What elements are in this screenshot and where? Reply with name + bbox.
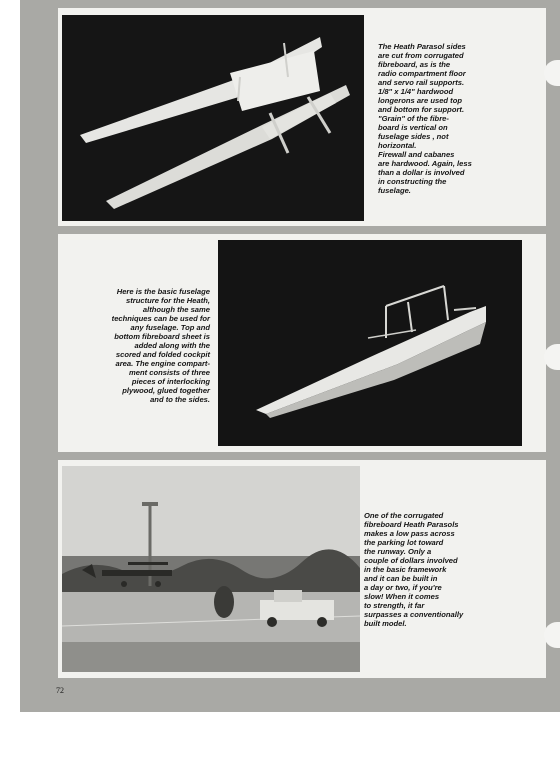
caption-line: slow! When it comes	[364, 592, 440, 601]
bottom-caption	[364, 511, 463, 628]
caption-line: plywood, glued together	[122, 386, 210, 395]
caption-line: 1/8" x 1/4" hardwood	[378, 87, 454, 96]
caption-line: fuselage.	[378, 186, 411, 195]
caption-line: and bottom for support.	[378, 105, 465, 114]
caption-line: any fuselage. Top and	[130, 323, 210, 332]
caption-line: fibreboard Heath Parasols	[364, 520, 459, 529]
caption-line: are hardwood. Again, less	[378, 159, 472, 168]
caption-line: are cut from corrugated	[378, 51, 464, 60]
low-pass-image	[62, 466, 360, 672]
caption-line: techniques can be used for	[111, 314, 210, 323]
page-number: 72	[56, 686, 64, 695]
binder-hole	[544, 622, 560, 648]
middle-caption	[112, 287, 210, 404]
caption-line: pieces of interlocking	[131, 377, 210, 386]
caption-line: to strength, it far	[364, 601, 425, 610]
caption-line: area. The engine compart-	[115, 359, 210, 368]
caption-line: built model.	[364, 619, 407, 628]
caption-line: ment consists of three	[128, 368, 210, 377]
caption-line: radio compartment floor	[378, 69, 466, 78]
caption-line: makes a low pass across	[364, 529, 455, 538]
caption-line: longerons are used top	[378, 96, 462, 105]
fuselage-sides-image	[62, 15, 364, 221]
caption-line: scored and folded cockpit	[115, 350, 210, 359]
caption-line: horizontal.	[378, 141, 417, 150]
caption-line: added along with the	[134, 341, 210, 350]
caption-line: Here is the basic fuselage	[116, 287, 210, 296]
caption-line: and to the sides.	[150, 395, 210, 404]
caption-line: in constructing the	[378, 177, 447, 186]
caption-line: "Grain" of the fibre-	[378, 114, 449, 123]
caption-line: the runway. Only a	[364, 547, 432, 556]
caption-line: structure for the Heath,	[126, 296, 210, 305]
fuselage-structure-image	[218, 240, 522, 446]
caption-line: in the basic framework	[364, 565, 447, 574]
caption-line: although the same	[142, 305, 210, 314]
caption-line: a day or two, if you're	[364, 583, 442, 592]
caption-line: and it can be built in	[364, 574, 438, 583]
caption-line: fuselage sides , not	[378, 132, 449, 141]
caption-line: than a dollar is involved	[378, 168, 465, 177]
binder-hole	[544, 60, 560, 86]
top-caption	[378, 42, 472, 195]
caption-line: One of the corrugated	[364, 511, 444, 520]
caption-line: fibreboard, as is the	[378, 60, 451, 69]
caption-line: couple of dollars involved	[364, 556, 458, 565]
magazine-page	[20, 0, 560, 712]
caption-line: The Heath Parasol sides	[378, 42, 466, 51]
low-pass-photo	[62, 466, 360, 672]
caption-line: bottom fibreboard sheet is	[114, 332, 210, 341]
binder-hole	[544, 344, 560, 370]
caption-line: surpasses a conventionally	[364, 610, 464, 619]
caption-line: the parking lot toward	[364, 538, 444, 547]
fuselage-sides-photo	[62, 15, 364, 221]
caption-line: board is vertical on	[378, 123, 448, 132]
caption-line: and servo rail supports.	[378, 78, 465, 87]
fuselage-structure-photo	[218, 240, 522, 446]
caption-line: Firewall and cabanes	[378, 150, 455, 159]
